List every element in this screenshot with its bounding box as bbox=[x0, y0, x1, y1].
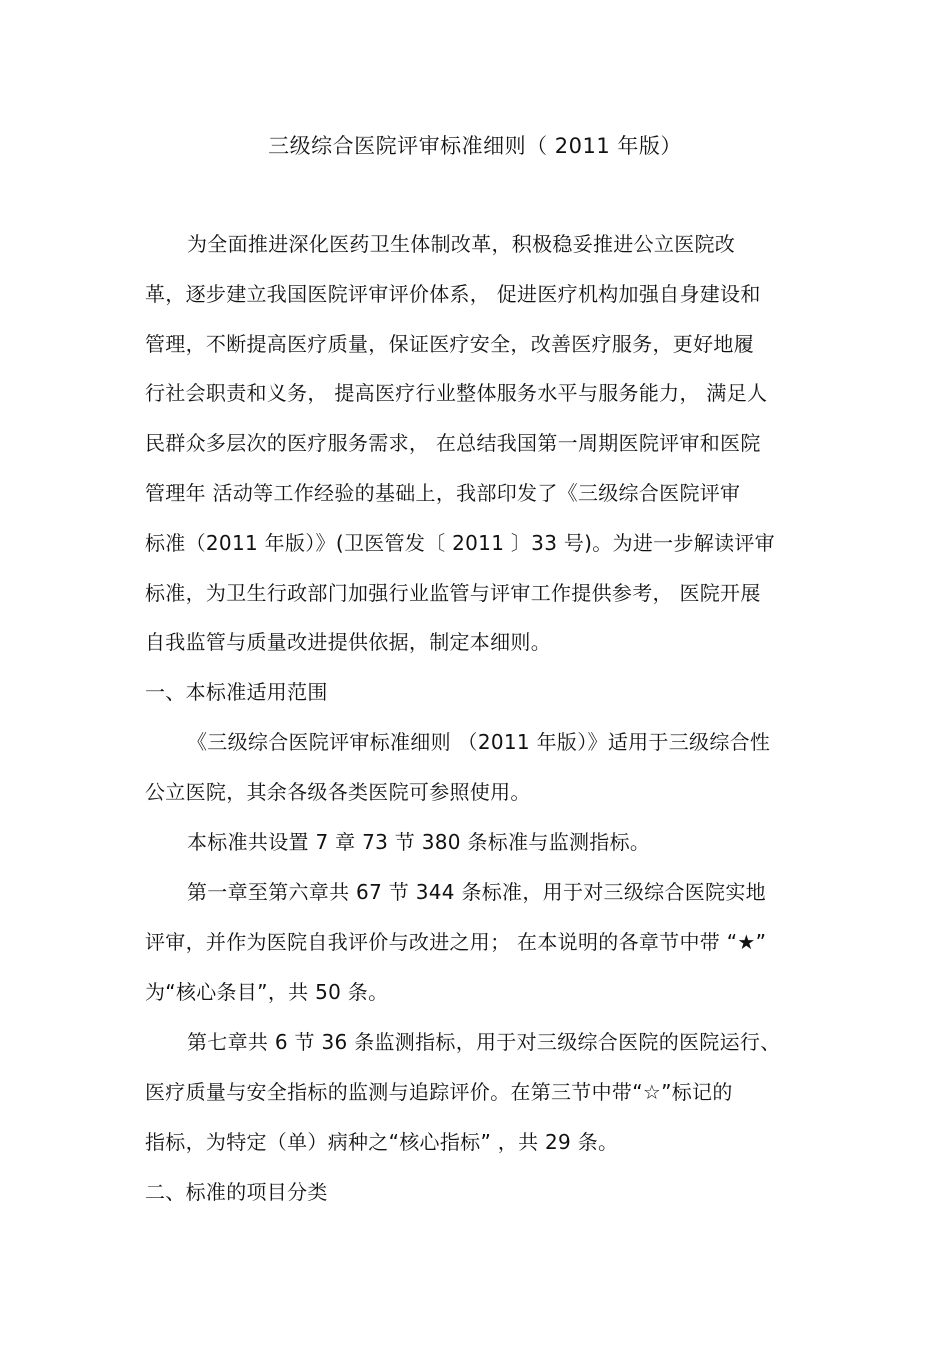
section-heading: 二、标准的项目分类 bbox=[145, 1180, 328, 1204]
paragraph-line: 为全面推进深化医药卫生体制改革，积极稳妥推进公立医院改 bbox=[187, 232, 736, 256]
document-title: 三级综合医院评审标准细则（ 2011 年版） bbox=[268, 134, 682, 158]
paragraph-line: 第七章共 6 节 36 条监测指标，用于对三级综合医院的医院运行、 bbox=[187, 1030, 781, 1054]
paragraph-line: 《三级综合医院评审标准细则 （2011 年版）》适用于三级综合性 bbox=[187, 730, 771, 754]
paragraph-line: 民群众多层次的医疗服务需求， 在总结我国第一周期医院评审和医院 bbox=[145, 431, 761, 455]
paragraph-line: 为“核心条目”，共 50 条。 bbox=[145, 980, 389, 1004]
section-heading: 一、本标准适用范围 bbox=[145, 680, 328, 704]
paragraph-line: 公立医院，其余各级各类医院可参照使用。 bbox=[145, 780, 531, 804]
paragraph-line: 第一章至第六章共 67 节 344 条标准，用于对三级综合医院实地 bbox=[187, 880, 766, 904]
paragraph-line: 本标准共设置 7 章 73 节 380 条标准与监测指标。 bbox=[187, 830, 651, 854]
paragraph-line: 标准，为卫生行政部门加强行业监管与评审工作提供参考， 医院开展 bbox=[145, 581, 761, 605]
paragraph-line: 指标，为特定（单）病种之“核心指标” ，共 29 条。 bbox=[145, 1130, 619, 1154]
paragraph-line: 革，逐步建立我国医院评审评价体系， 促进医疗机构加强自身建设和 bbox=[145, 282, 761, 306]
paragraph-line: 行社会职责和义务， 提高医疗行业整体服务水平与服务能力， 满足人 bbox=[145, 381, 768, 405]
paragraph-line: 管理，不断提高医疗质量，保证医疗安全，改善医疗服务，更好地履 bbox=[145, 332, 754, 356]
paragraph-line: 自我监管与质量改进提供依据，制定本细则。 bbox=[145, 630, 551, 654]
paragraph-line: 管理年 活动等工作经验的基础上，我部印发了《三级综合医院评审 bbox=[145, 481, 741, 505]
paragraph-line: 医疗质量与安全指标的监测与追踪评价。在第三节中带“☆”标记的 bbox=[145, 1080, 733, 1104]
paragraph-line: 标准（2011 年版）》(卫医管发〔 2011 〕33 号)。为进一步解读评审 bbox=[145, 531, 775, 555]
paragraph-line: 评审，并作为医院自我评价与改进之用； 在本说明的各章节中带 “★” bbox=[145, 930, 767, 954]
